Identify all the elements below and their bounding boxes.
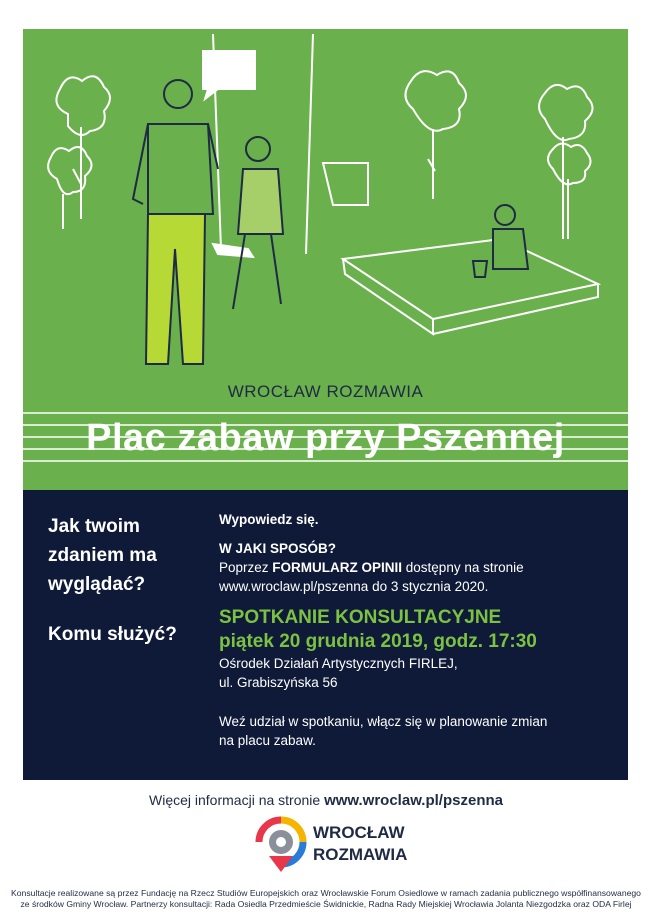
cta-line-2: na placu zabaw. [219,733,316,748]
more-info-line [0,792,652,809]
venue-line-1: Ośrodek Działań Artystycznych FIRLEJ, [219,656,458,671]
logo-line-2: ROZMAWIA [313,845,408,864]
tree-left-top [56,76,110,135]
meeting-date: piątek 20 grudnia 2019, godz. 17:30 [219,631,537,652]
form-link-label: FORMULARZ OPINII [272,560,403,575]
how-line-2: www.wroclaw.pl/pszenna do 3 stycznia 2020. [219,579,489,594]
kicker-text: WROCŁAW ROZMAWIA [227,382,424,401]
cta-line-1: Weź udział w spotkaniu, włącz się w planowanie zmian [219,714,548,729]
logo-line-1: WROCŁAW [313,823,405,842]
info-panel [23,490,628,780]
how-suffix: dostępny na stronie [402,560,524,575]
meeting-heading: SPOTKANIE KONSULTACYJNE [219,607,502,628]
more-info-prefix: Więcej informacji na stronie [149,792,325,808]
poster-title: Plac zabaw przy Pszennej [86,417,565,459]
how-prefix: Poprzez [219,560,273,575]
info-column [219,510,619,750]
intro-text: Wypowiedz się. [219,512,319,527]
fine-print-line-1: Konsultacje realizowane są przez Fundację na Rzecz Studiów Europejskich oraz Wrocławskie Forum Osiedlowe w ramach zadania publicznego współfinansowanego [11,888,641,898]
more-info-url[interactable]: www.wroclaw.pl/pszenna [324,792,503,809]
how-heading: W JAKI SPOSÓB? [219,541,337,556]
question-purpose: Komu służyć? [48,624,177,645]
poster-illustration-panel [23,29,628,490]
fine-print-line-2: ze środków Gminy Wrocław. Partnerzy konsultacji: Rada Osiedla Przedmieście Świdnickie, Radna Rady Miejskiej Wrocławia Jolanta Niezgodzka oraz ODA Firlej [20,899,632,909]
fine-print [10,888,642,910]
wroclaw-rozmawia-logo [253,816,413,878]
venue-line-2: ul. Grabiszyńska 56 [219,675,338,690]
location-pin-icon [253,816,309,876]
logo-text [313,822,407,866]
how-line-1 [219,558,619,577]
question-appearance: Jak twoim zdaniem ma wyglądać? [48,516,157,595]
